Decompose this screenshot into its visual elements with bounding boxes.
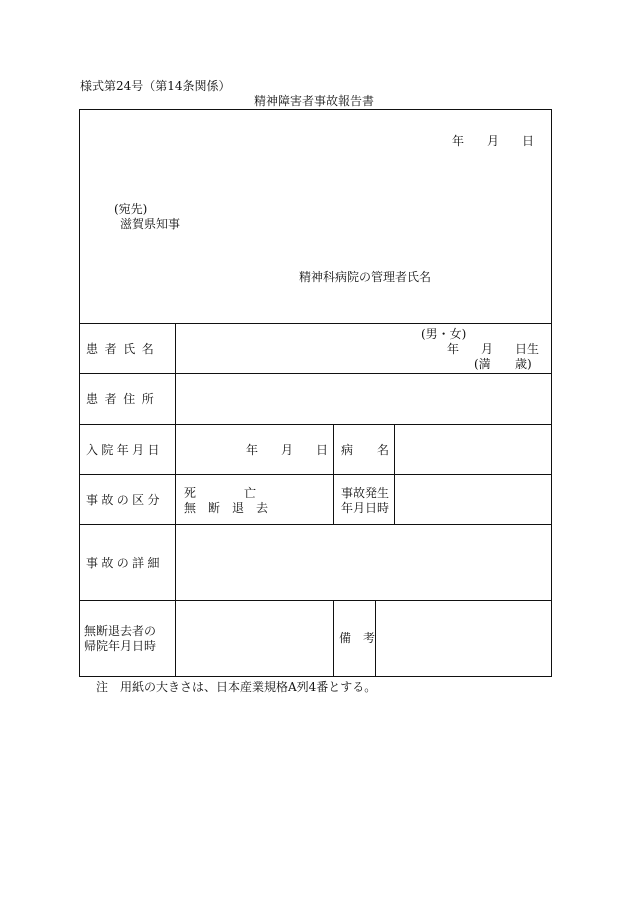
return-date-label-1: 無断退去者の: [84, 624, 157, 638]
birth-day: 日生: [515, 342, 540, 356]
occurrence-label-1: 事故発生: [341, 486, 390, 500]
admission-date-label: 入院年月日: [86, 443, 163, 457]
birth-year: 年: [447, 342, 460, 356]
row-divider: [79, 474, 552, 475]
footnote: 注 用紙の大きさは、日本産業規格A列4番とする。: [96, 680, 377, 694]
option-unauthorized-leave: 無 断 退 去: [184, 501, 269, 515]
admission-month: 月: [281, 443, 294, 457]
recipient-prefix: (宛先): [114, 202, 148, 216]
frame-bottom: [79, 676, 552, 677]
column-divider: [375, 600, 376, 677]
option-death: 死 亡: [184, 486, 257, 500]
date-day: 日: [522, 134, 535, 148]
column-divider: [333, 600, 334, 677]
row-divider: [79, 600, 552, 601]
return-date-label-2: 帰院年月日時: [84, 639, 157, 653]
disease-label: 病 名: [341, 443, 390, 457]
age-close: 歳): [515, 357, 532, 371]
date-month: 月: [487, 134, 500, 148]
birth-month: 月: [481, 342, 494, 356]
sex-choice: (男・女): [421, 327, 467, 341]
recipient: 滋賀県知事: [120, 217, 181, 231]
frame-right: [551, 109, 552, 677]
row-divider: [79, 424, 552, 425]
occurrence-label-2: 年月日時: [341, 501, 390, 515]
patient-address-label: 患者住所: [86, 392, 161, 406]
admission-day: 日: [316, 443, 329, 457]
label-column-divider: [175, 323, 176, 677]
form-title: 精神障害者事故報告書: [254, 94, 375, 108]
column-divider: [394, 424, 395, 525]
signer-label: 精神科病院の管理者氏名: [299, 270, 432, 284]
row-divider: [79, 524, 552, 525]
row-divider: [79, 373, 552, 374]
patient-name-label: 患者氏名: [86, 342, 161, 356]
form-number: 様式第24号（第14条関係）: [80, 79, 231, 93]
admission-year: 年: [246, 443, 259, 457]
frame-left: [79, 109, 80, 677]
age-open: (満: [474, 357, 491, 371]
accident-type-label: 事故の区分: [86, 493, 163, 507]
date-year: 年: [452, 134, 465, 148]
row-divider: [79, 323, 552, 324]
accident-detail-label: 事故の詳細: [86, 556, 163, 570]
frame-top: [79, 109, 552, 110]
remarks-label: 備 考: [339, 631, 376, 645]
column-divider: [333, 424, 334, 525]
